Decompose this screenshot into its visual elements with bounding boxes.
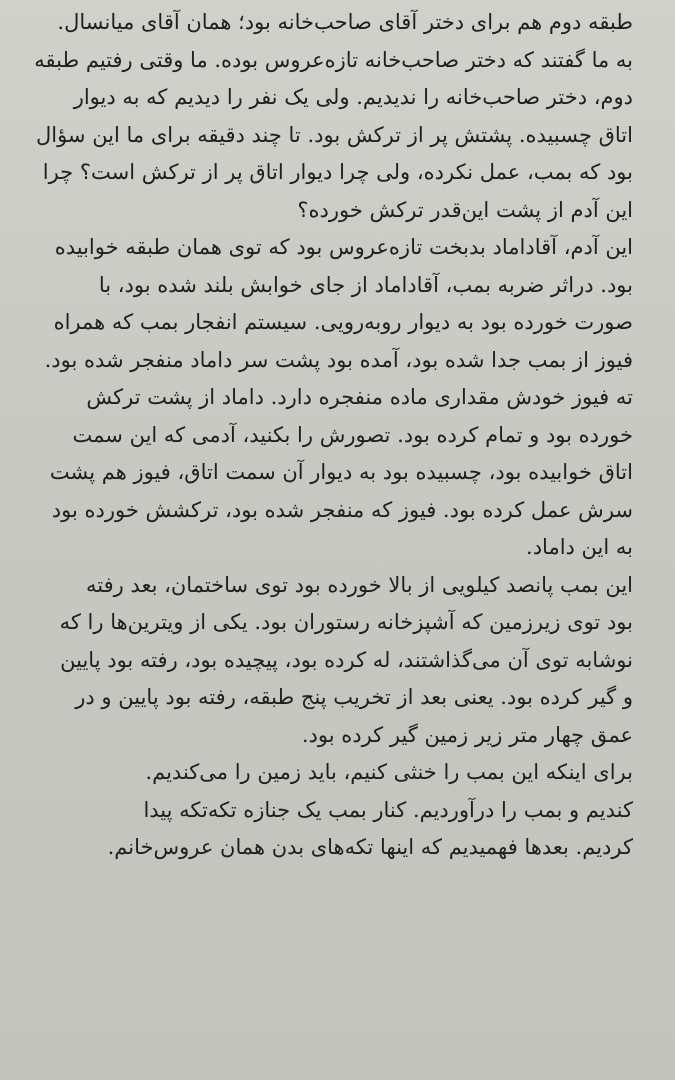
text-line: این بمب پانصد کیلویی از بالا خورده بود توی ساختمان، بعد رفته [85, 572, 633, 597]
text-line: کردیم. بعدها فهمیدیم که اینها تکه‌های بدن همان عروس‌خانم. [107, 835, 633, 859]
text-line: خورده بود و تمام کرده بود. تصورش را بکنید، آدمی که این سمت [72, 422, 633, 447]
paragraph-4 [30, 754, 633, 867]
text-line: نوشابه توی آن می‌گذاشتند، له کرده بود، پیچیده بود، رفته بود پایین [60, 647, 633, 672]
text-line: این آدم، آقاداماد بدبخت تازه‌عروس بود که توی همان طبقه خوابیده [54, 235, 633, 259]
text-line: عمق چهار متر زیر زمین گیر کرده بود. [301, 722, 633, 747]
text-line: به این داماد. [526, 535, 633, 559]
text-line: بود توی زیرزمین که آشپزخانه رستوران بود. یکی از ویترین‌ها را که [59, 610, 633, 634]
paragraph-2 [30, 229, 633, 567]
text-line: ته فیوز خودش مقداری ماده منفجره دارد. داماد از پشت ترکش [86, 385, 633, 409]
text-line: و گیر کرده بود. یعنی بعد از تخریب پنج طبقه، رفته بود پایین و در [75, 685, 633, 709]
text-line: اتاق خوابیده بود، چسبیده بود به دیوار آن سمت اتاق، فیوز هم پشت [49, 460, 633, 484]
text-line: بود که بمب، عمل نکرده، ولی چرا دیوار اتاق پر از ترکش است؟ چرا [42, 160, 633, 184]
page-text [30, 4, 633, 867]
text-line: طبقه دوم هم برای دختر آقای صاحب‌خانه بود؛ همان آقای میانسال. [57, 10, 633, 34]
text-line: برای اینکه این بمب را خنثی کنیم، باید زمین را می‌کندیم. [145, 760, 633, 784]
text-line: این آدم از پشت این‌قدر ترکش خورده؟ [297, 197, 633, 222]
text-line: فیوز از بمب جدا شده بود، آمده بود پشت سر داماد منفجر شده بود. [44, 347, 633, 372]
paragraph-3 [30, 567, 633, 755]
text-line: صورت خورده بود به دیوار روبه‌رویی. سیستم انفجار بمب که همراه [53, 310, 633, 334]
text-line: به ما گفتند که دختر صاحب‌خانه تازه‌عروس بوده. ما وقتی رفتیم طبقه [34, 47, 633, 72]
text-line: سرش عمل کرده بود. فیوز که منفجر شده بود، ترکشش خورده بود [51, 497, 633, 522]
text-line: کندیم و بمب را درآوردیم. کنار بمب یک جنازه تکه‌تکه پیدا [143, 797, 633, 822]
paragraph-1 [30, 4, 633, 229]
text-line: بود. دراثر ضربه بمب، آقاداماد از جای خوابش بلند شده بود، با [98, 272, 633, 297]
text-line: دوم، دختر صاحب‌خانه را ندیدیم. ولی یک نفر را دیدیم که به دیوار [73, 85, 633, 109]
text-line: اتاق چسبیده. پشتش پر از ترکش بود. تا چند دقیقه برای ما این سؤال [35, 122, 633, 147]
